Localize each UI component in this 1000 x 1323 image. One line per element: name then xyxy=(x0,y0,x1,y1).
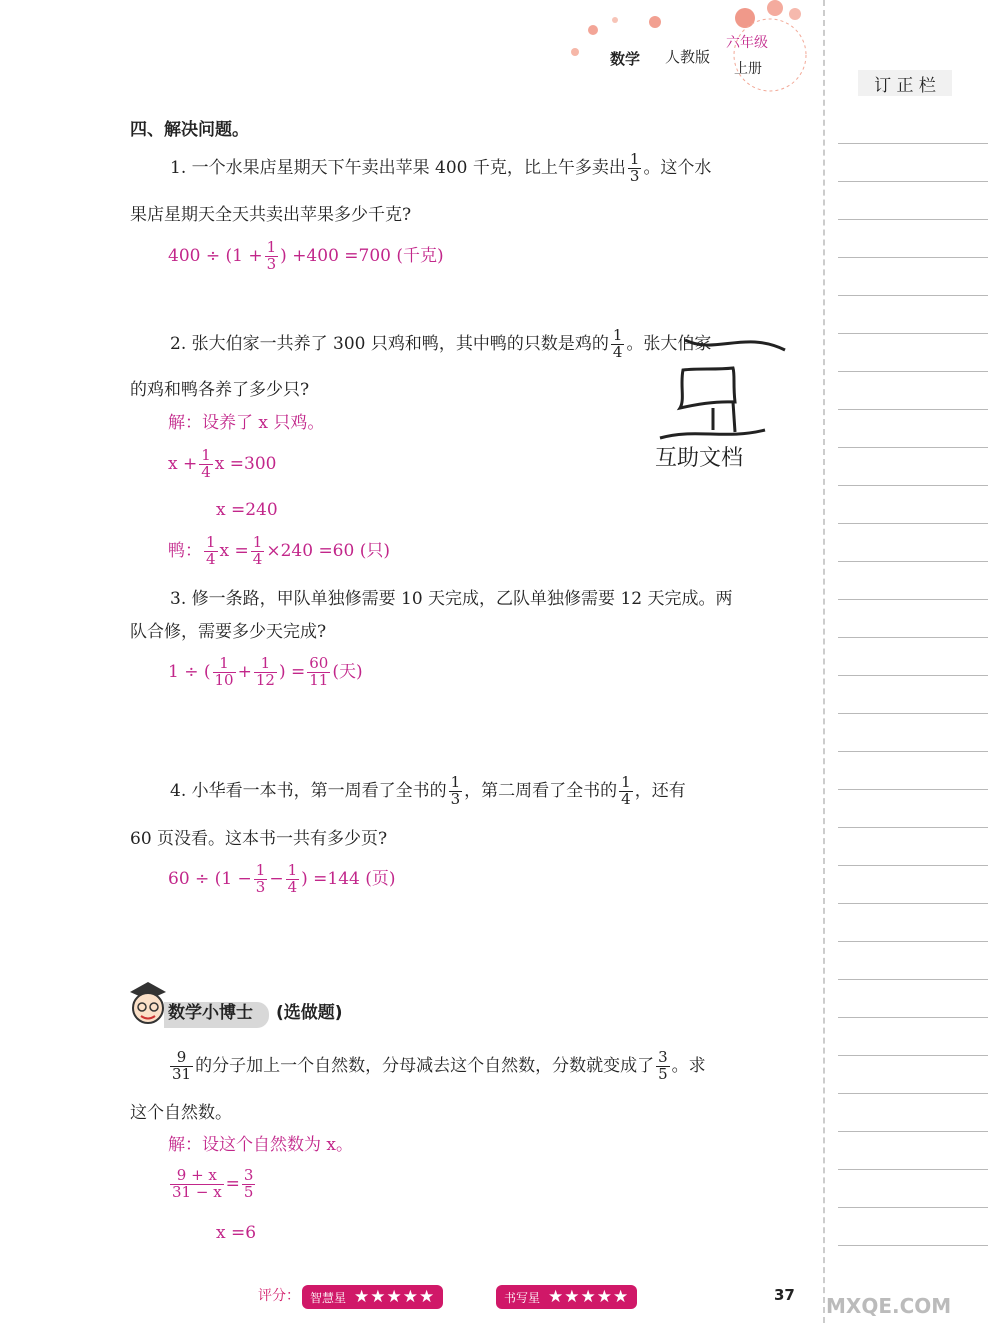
page-number: 37 xyxy=(774,1286,795,1304)
problem-3-question-line2: 队合修，需要多少天完成? xyxy=(130,622,327,642)
wisdom-star-badge xyxy=(302,1285,443,1309)
watermark-text: 互助文档 xyxy=(655,446,744,471)
problem-2-equation-2: x =240 xyxy=(216,500,278,520)
score-label: 评分： xyxy=(258,1288,300,1304)
writing-star-rating: ★★★★★ xyxy=(548,1287,630,1307)
problem-1-question-line2: 果店星期天全天共卖出苹果多少千克? xyxy=(130,205,412,225)
problem-2-equation-3: 鸭： $\frac{1}{4}$ x = $\frac{1}{4}$ ×240 =60 (只) xyxy=(168,533,390,568)
writing-star-label: 书写星 xyxy=(504,1290,541,1305)
writing-star-badge xyxy=(496,1285,637,1309)
header-volume: 上册 xyxy=(734,61,762,77)
problem-2-equation-1: x + $\frac{1}{4}$ x =300 xyxy=(168,446,277,481)
problem-4-question-line2: 60 页没看。这本书一共有多少页? xyxy=(130,829,388,849)
problem-2-question: 2. 张大伯家一共养了 300 只鸡和鸭，其中鸭的只数是鸡的 $\frac{1}{4}$ 。张大伯家 xyxy=(170,326,712,361)
bonus-equation-1: $\frac{9 + x}{31 - x}$ = $\frac{3}{5}$ xyxy=(172,1166,254,1201)
bonus-title: 数学小博士 xyxy=(168,1003,253,1023)
sidebar-title: 订 正 栏 xyxy=(858,70,952,96)
corner-watermark: MXQE.COM xyxy=(826,1294,952,1318)
problem-2-solution-label: 解：设养了 x 只鸡。 xyxy=(168,413,325,433)
header-subject: 数学 xyxy=(610,50,641,68)
bonus-question: $\frac{9}{31}$ 的分子加上一个自然数，分母减去这个自然数，分数就变成了 $\frac{3}{5}$ 。求 xyxy=(172,1048,706,1083)
bonus-solution-label: 解：设这个自然数为 x。 xyxy=(168,1135,353,1155)
wisdom-star-rating: ★★★★★ xyxy=(354,1287,436,1307)
bonus-note: (选做题) xyxy=(276,1003,343,1023)
bonus-question-line2: 这个自然数。 xyxy=(130,1103,232,1123)
problem-3-answer: 1 ÷ ( $\frac{1}{10}$ + $\frac{1}{12}$ ) = $\frac{60}{11}$ (天) xyxy=(168,654,363,689)
problem-2-question-line2: 的鸡和鸭各养了多少只? xyxy=(130,380,310,400)
header-grade: 六年级 xyxy=(726,35,768,51)
wisdom-star-label: 智慧星 xyxy=(310,1290,347,1305)
problem-1-question: 1. 一个水果店星期天下午卖出苹果 400 千克，比上午多卖出 $\frac{1}{3}$ 。这个水 xyxy=(170,150,712,185)
problem-1-answer: 400 ÷ (1 + $\frac{1}{3}$ ) +400 =700 (千克) xyxy=(168,238,444,273)
section-title: 四、解决问题。 xyxy=(130,120,249,140)
sidebar-divider xyxy=(823,0,825,1323)
problem-4-question: 4. 小华看一本书，第一周看了全书的 $\frac{1}{3}$ ，第二周看了全书的 $\frac{1}{4}$ ，还有 xyxy=(170,773,686,808)
bonus-equation-2: x =6 xyxy=(216,1223,257,1243)
problem-3-question: 3. 修一条路，甲队单独修需要 10 天完成，乙队单独修需要 12 天完成。两 xyxy=(170,589,733,609)
problem-4-answer: 60 ÷ (1 − $\frac{1}{3}$ − $\frac{1}{4}$ ) =144 (页) xyxy=(168,861,396,896)
header-edition: 人教版 xyxy=(665,48,711,66)
